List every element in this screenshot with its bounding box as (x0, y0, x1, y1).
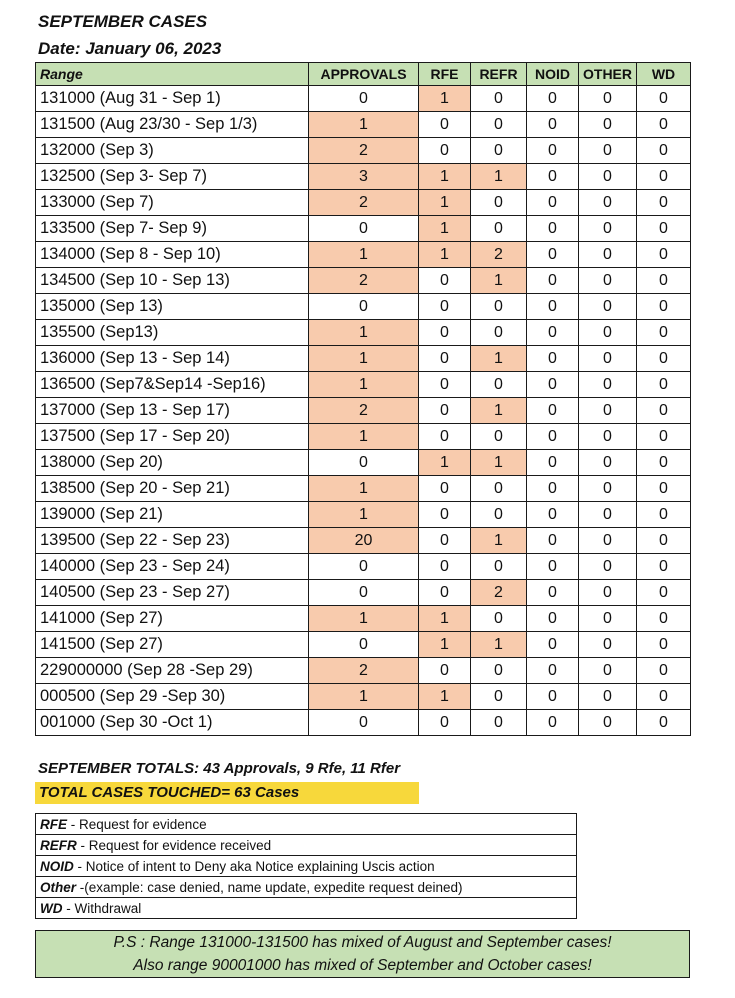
cell-other: 0 (579, 632, 637, 658)
table-row (36, 710, 691, 736)
column-header-refr: REFR (471, 63, 527, 86)
cell-wd: 0 (637, 580, 691, 606)
cell-rfe: 1 (419, 86, 471, 112)
cell-range: 137500 (Sep 17 - Sep 20) (36, 424, 309, 450)
legend-text: - Notice of intent to Deny aka Notice explaining Uscis action (73, 858, 435, 874)
cell-approvals: 0 (309, 632, 419, 658)
cell-noid: 0 (527, 684, 579, 710)
cell-approvals: 0 (309, 294, 419, 320)
cell-wd: 0 (637, 190, 691, 216)
cell-refr: 1 (471, 346, 527, 372)
table-row (36, 502, 691, 528)
cell-wd: 0 (637, 476, 691, 502)
cell-other: 0 (579, 658, 637, 684)
cell-noid: 0 (527, 138, 579, 164)
cell-range: 000500 (Sep 29 -Sep 30) (36, 684, 309, 710)
cell-noid: 0 (527, 216, 579, 242)
cell-wd: 0 (637, 606, 691, 632)
cell-range: 133500 (Sep 7- Sep 9) (36, 216, 309, 242)
legend-row (36, 814, 577, 835)
cell-noid: 0 (527, 294, 579, 320)
cell-approvals: 2 (309, 190, 419, 216)
cell-range: 136000 (Sep 13 - Sep 14) (36, 346, 309, 372)
cell-other: 0 (579, 294, 637, 320)
cell-range: 138000 (Sep 20) (36, 450, 309, 476)
table-row (36, 580, 691, 606)
cell-approvals: 0 (309, 216, 419, 242)
cell-range: 136500 (Sep7&Sep14 -Sep16) (36, 372, 309, 398)
table-row (36, 112, 691, 138)
legend-text: -(example: case denied, name update, expedite request deined) (76, 879, 463, 895)
cell-wd: 0 (637, 658, 691, 684)
table-row (36, 632, 691, 658)
cell-wd: 0 (637, 528, 691, 554)
legend-row (36, 835, 577, 856)
cell-refr: 0 (471, 502, 527, 528)
table-row (36, 476, 691, 502)
cell-noid: 0 (527, 554, 579, 580)
cell-other: 0 (579, 398, 637, 424)
cell-wd: 0 (637, 372, 691, 398)
cell-approvals: 0 (309, 554, 419, 580)
column-header-range: Range (36, 63, 309, 86)
cell-rfe: 0 (419, 476, 471, 502)
cell-wd: 0 (637, 710, 691, 736)
table-row (36, 216, 691, 242)
table-row (36, 164, 691, 190)
cell-rfe: 0 (419, 502, 471, 528)
cell-range: 132000 (Sep 3) (36, 138, 309, 164)
table-row (36, 294, 691, 320)
cell-approvals: 1 (309, 424, 419, 450)
cell-refr: 1 (471, 398, 527, 424)
cell-other: 0 (579, 372, 637, 398)
table-row (36, 86, 691, 112)
legend-row (36, 856, 577, 877)
report-date: Date: January 06, 2023 (38, 39, 222, 58)
cell-other: 0 (579, 710, 637, 736)
cell-rfe: 0 (419, 398, 471, 424)
cell-range: 134000 (Sep 8 - Sep 10) (36, 242, 309, 268)
cell-wd: 0 (637, 164, 691, 190)
cell-refr: 0 (471, 190, 527, 216)
cell-approvals: 0 (309, 450, 419, 476)
cell-refr: 0 (471, 372, 527, 398)
cell-approvals: 1 (309, 242, 419, 268)
cell-rfe: 0 (419, 528, 471, 554)
legend-entry (36, 856, 577, 877)
cell-approvals: 1 (309, 112, 419, 138)
cell-wd: 0 (637, 320, 691, 346)
cell-refr: 0 (471, 320, 527, 346)
cell-wd: 0 (637, 346, 691, 372)
cell-rfe: 1 (419, 450, 471, 476)
table-row (36, 554, 691, 580)
cell-approvals: 2 (309, 268, 419, 294)
table-row (36, 138, 691, 164)
legend-text: - Request for evidence received (76, 837, 272, 853)
cell-rfe: 1 (419, 242, 471, 268)
cell-noid: 0 (527, 528, 579, 554)
cell-refr: 0 (471, 476, 527, 502)
cell-noid: 0 (527, 164, 579, 190)
cases-table (35, 62, 691, 736)
cell-other: 0 (579, 346, 637, 372)
cell-rfe: 0 (419, 294, 471, 320)
cell-refr: 0 (471, 86, 527, 112)
cell-wd: 0 (637, 632, 691, 658)
cell-wd: 0 (637, 294, 691, 320)
cell-other: 0 (579, 112, 637, 138)
cell-range: 131000 (Aug 31 - Sep 1) (36, 86, 309, 112)
cell-other: 0 (579, 580, 637, 606)
cell-noid: 0 (527, 424, 579, 450)
cell-noid: 0 (527, 372, 579, 398)
cell-wd: 0 (637, 242, 691, 268)
cell-rfe: 0 (419, 580, 471, 606)
legend-abbr: WD (40, 900, 63, 916)
cell-approvals: 2 (309, 398, 419, 424)
cell-approvals: 1 (309, 372, 419, 398)
cell-noid: 0 (527, 632, 579, 658)
cell-other: 0 (579, 242, 637, 268)
cell-wd: 0 (637, 86, 691, 112)
cell-noid: 0 (527, 658, 579, 684)
cell-approvals: 3 (309, 164, 419, 190)
cell-other: 0 (579, 476, 637, 502)
table-row (36, 242, 691, 268)
cell-rfe: 1 (419, 190, 471, 216)
cell-rfe: 1 (419, 606, 471, 632)
cell-approvals: 0 (309, 710, 419, 736)
cell-refr: 1 (471, 632, 527, 658)
cell-refr: 0 (471, 138, 527, 164)
cell-rfe: 0 (419, 658, 471, 684)
cell-wd: 0 (637, 502, 691, 528)
cell-approvals: 20 (309, 528, 419, 554)
cell-other: 0 (579, 502, 637, 528)
legend-text: - Withdrawal (62, 900, 142, 916)
cell-other: 0 (579, 606, 637, 632)
ps-line-1: P.S : Range 131000-131500 has mixed of August and September cases! (113, 934, 612, 951)
cell-other: 0 (579, 424, 637, 450)
cell-rfe: 0 (419, 112, 471, 138)
table-row (36, 268, 691, 294)
cell-range: 140000 (Sep 23 - Sep 24) (36, 554, 309, 580)
cell-wd: 0 (637, 268, 691, 294)
table-row (36, 528, 691, 554)
cell-refr: 2 (471, 580, 527, 606)
table-row (36, 658, 691, 684)
cell-range: 001000 (Sep 30 -Oct 1) (36, 710, 309, 736)
cell-range: 135000 (Sep 13) (36, 294, 309, 320)
cell-approvals: 0 (309, 580, 419, 606)
cell-range: 132500 (Sep 3- Sep 7) (36, 164, 309, 190)
cell-noid: 0 (527, 476, 579, 502)
cell-rfe: 0 (419, 320, 471, 346)
table-row (36, 684, 691, 710)
cell-range: 141000 (Sep 27) (36, 606, 309, 632)
cell-other: 0 (579, 190, 637, 216)
cell-refr: 0 (471, 606, 527, 632)
cell-refr: 0 (471, 684, 527, 710)
cell-noid: 0 (527, 112, 579, 138)
cell-range: 137000 (Sep 13 - Sep 17) (36, 398, 309, 424)
cell-rfe: 1 (419, 632, 471, 658)
cell-wd: 0 (637, 684, 691, 710)
cell-other: 0 (579, 216, 637, 242)
table-header-row (36, 63, 691, 86)
cell-refr: 1 (471, 528, 527, 554)
cell-wd: 0 (637, 216, 691, 242)
legend-table (35, 813, 577, 919)
cell-rfe: 0 (419, 710, 471, 736)
cell-rfe: 0 (419, 268, 471, 294)
cell-range: 229000000 (Sep 28 -Sep 29) (36, 658, 309, 684)
cell-noid: 0 (527, 190, 579, 216)
cell-range: 138500 (Sep 20 - Sep 21) (36, 476, 309, 502)
cell-other: 0 (579, 86, 637, 112)
cell-refr: 0 (471, 112, 527, 138)
column-header-other: OTHER (579, 63, 637, 86)
cell-wd: 0 (637, 138, 691, 164)
table-row (36, 190, 691, 216)
cell-range: 133000 (Sep 7) (36, 190, 309, 216)
cell-other: 0 (579, 320, 637, 346)
column-header-wd: WD (637, 63, 691, 86)
total-cases-touched: TOTAL CASES TOUCHED= 63 Cases (35, 782, 419, 804)
cell-approvals: 1 (309, 606, 419, 632)
legend-abbr: Other (40, 879, 77, 895)
cell-approvals: 0 (309, 86, 419, 112)
table-row (36, 424, 691, 450)
column-header-rfe: RFE (419, 63, 471, 86)
cell-rfe: 0 (419, 346, 471, 372)
cell-refr: 1 (471, 164, 527, 190)
column-header-noid: NOID (527, 63, 579, 86)
ps-line-2: Also range 90001000 has mixed of September and October cases! (133, 957, 592, 974)
cell-refr: 2 (471, 242, 527, 268)
legend-abbr: RFE (40, 816, 67, 832)
table-row (36, 372, 691, 398)
legend-row (36, 898, 577, 919)
cell-rfe: 1 (419, 684, 471, 710)
table-row (36, 398, 691, 424)
legend-abbr: NOID (40, 858, 74, 874)
page-title: SEPTEMBER CASES (38, 12, 208, 31)
legend-abbr: REFR (40, 837, 77, 853)
cell-wd: 0 (637, 554, 691, 580)
column-header-approvals: APPROVALS (309, 63, 419, 86)
legend-entry (36, 898, 577, 919)
table-row (36, 450, 691, 476)
cell-other: 0 (579, 554, 637, 580)
cell-wd: 0 (637, 450, 691, 476)
cell-noid: 0 (527, 320, 579, 346)
cell-approvals: 1 (309, 502, 419, 528)
cell-refr: 0 (471, 554, 527, 580)
cell-noid: 0 (527, 346, 579, 372)
cell-approvals: 1 (309, 320, 419, 346)
legend-text: - Request for evidence (67, 816, 207, 832)
cell-refr: 0 (471, 294, 527, 320)
cell-wd: 0 (637, 424, 691, 450)
cell-other: 0 (579, 528, 637, 554)
cell-refr: 0 (471, 216, 527, 242)
legend-row (36, 877, 577, 898)
cell-rfe: 1 (419, 216, 471, 242)
cell-rfe: 0 (419, 554, 471, 580)
cell-wd: 0 (637, 112, 691, 138)
ps-note (35, 930, 690, 978)
cell-other: 0 (579, 450, 637, 476)
cell-noid: 0 (527, 606, 579, 632)
cell-refr: 0 (471, 658, 527, 684)
cell-noid: 0 (527, 450, 579, 476)
cell-noid: 0 (527, 86, 579, 112)
cell-approvals: 2 (309, 138, 419, 164)
cell-rfe: 0 (419, 424, 471, 450)
cell-noid: 0 (527, 710, 579, 736)
cell-range: 141500 (Sep 27) (36, 632, 309, 658)
cell-noid: 0 (527, 268, 579, 294)
cell-range: 140500 (Sep 23 - Sep 27) (36, 580, 309, 606)
cell-noid: 0 (527, 502, 579, 528)
cell-other: 0 (579, 268, 637, 294)
cell-approvals: 1 (309, 476, 419, 502)
cell-range: 139500 (Sep 22 - Sep 23) (36, 528, 309, 554)
cell-approvals: 2 (309, 658, 419, 684)
cell-wd: 0 (637, 398, 691, 424)
cell-noid: 0 (527, 580, 579, 606)
cell-range: 131500 (Aug 23/30 - Sep 1/3) (36, 112, 309, 138)
cell-other: 0 (579, 684, 637, 710)
cell-range: 135500 (Sep13) (36, 320, 309, 346)
cell-rfe: 0 (419, 138, 471, 164)
table-row (36, 606, 691, 632)
cell-approvals: 1 (309, 346, 419, 372)
legend-entry (36, 877, 577, 898)
table-row (36, 346, 691, 372)
cell-other: 0 (579, 138, 637, 164)
cell-rfe: 1 (419, 164, 471, 190)
cell-rfe: 0 (419, 372, 471, 398)
cell-refr: 0 (471, 710, 527, 736)
cell-range: 134500 (Sep 10 - Sep 13) (36, 268, 309, 294)
cell-refr: 1 (471, 450, 527, 476)
cell-other: 0 (579, 164, 637, 190)
cell-range: 139000 (Sep 21) (36, 502, 309, 528)
cell-noid: 0 (527, 242, 579, 268)
table-row (36, 320, 691, 346)
september-totals: SEPTEMBER TOTALS: 43 Approvals, 9 Rfe, 11 Rfer (38, 760, 401, 777)
cell-refr: 0 (471, 424, 527, 450)
cell-noid: 0 (527, 398, 579, 424)
cell-refr: 1 (471, 268, 527, 294)
cell-approvals: 1 (309, 684, 419, 710)
legend-entry (36, 814, 577, 835)
legend-entry (36, 835, 577, 856)
